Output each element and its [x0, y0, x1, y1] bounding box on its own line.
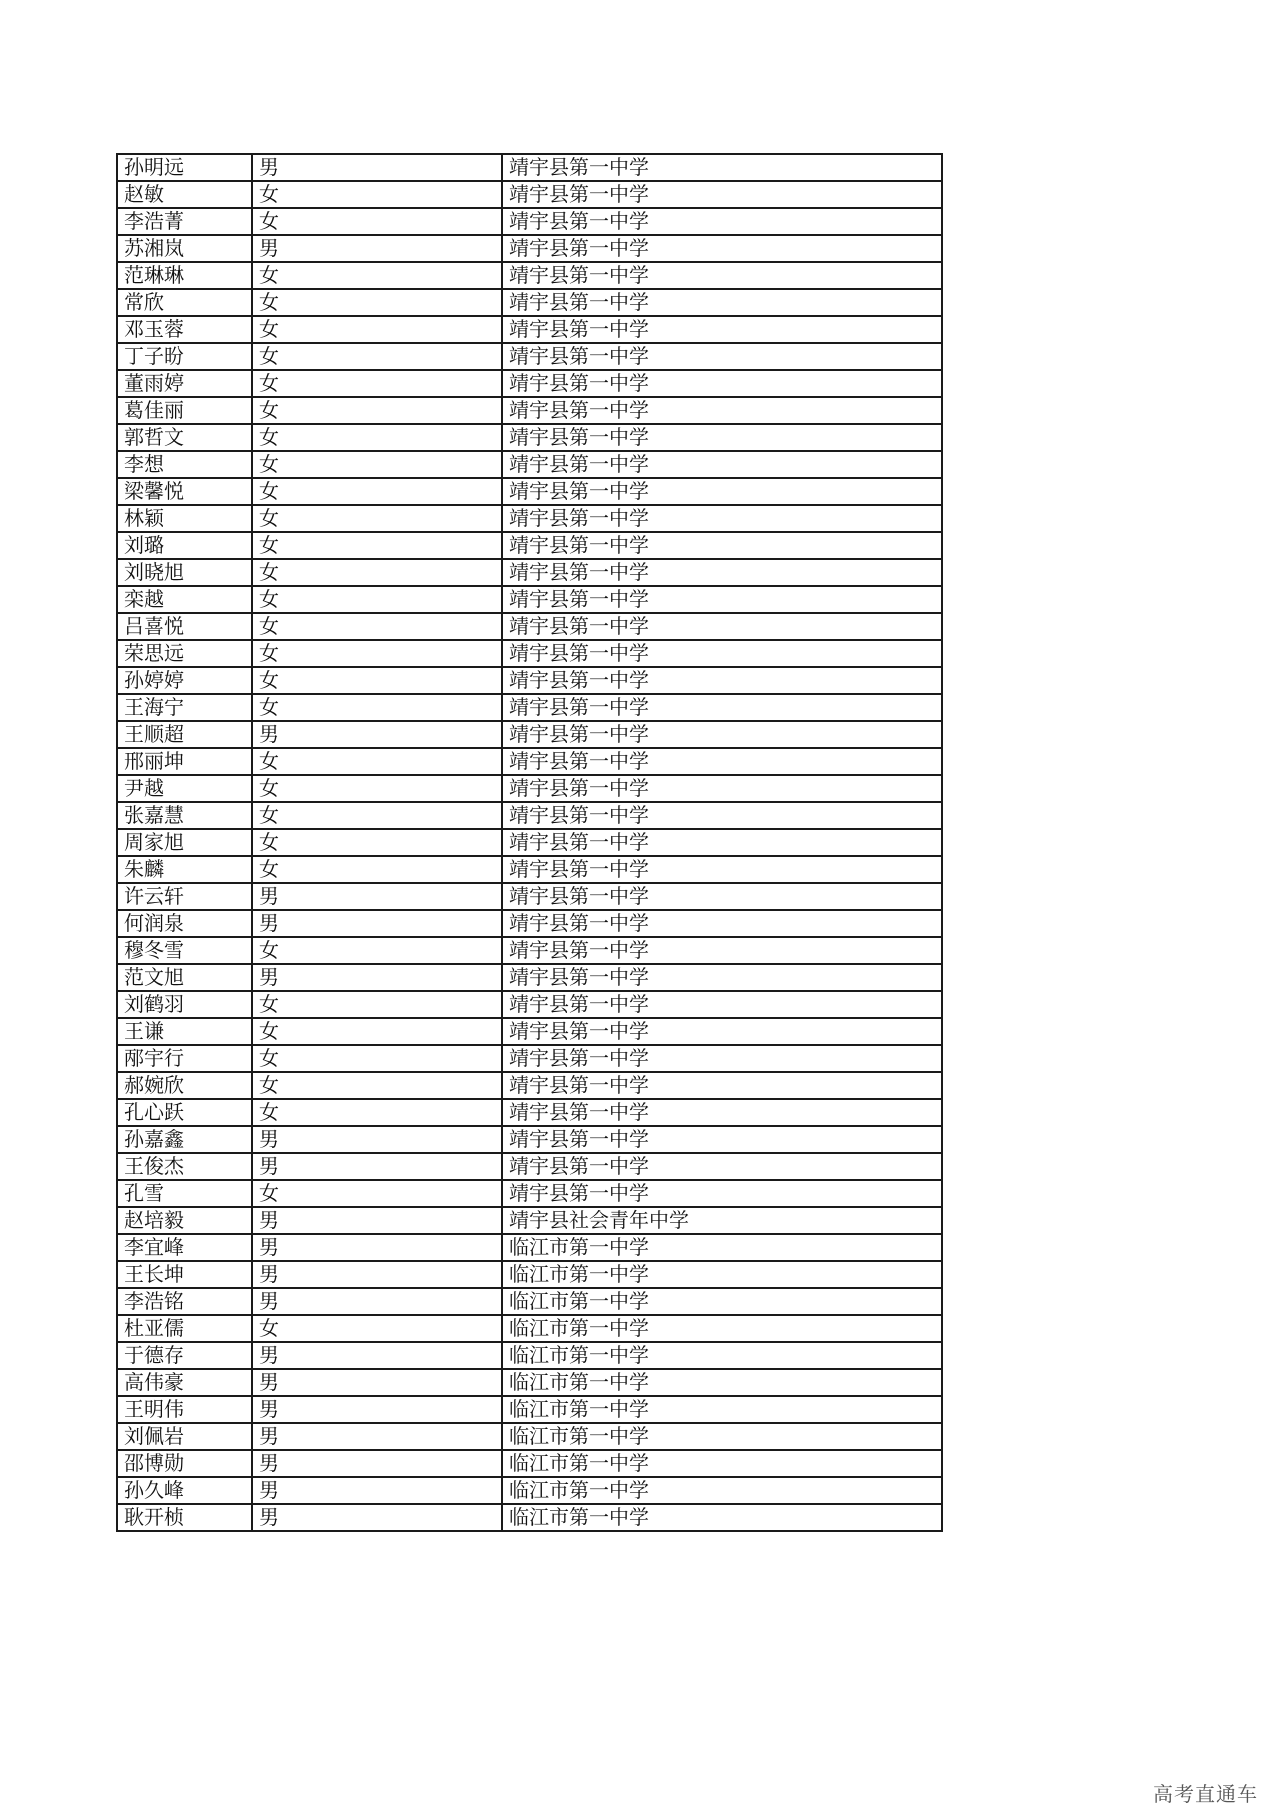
school-cell: 靖宇县第一中学	[502, 208, 942, 235]
table-row	[117, 1450, 942, 1477]
student-name-cell: 王谦	[117, 1018, 252, 1045]
school-cell: 临江市第一中学	[502, 1234, 942, 1261]
table-row	[117, 505, 942, 532]
school-cell: 临江市第一中学	[502, 1315, 942, 1342]
school-cell: 靖宇县第一中学	[502, 370, 942, 397]
school-cell: 临江市第一中学	[502, 1423, 942, 1450]
gender-cell: 女	[252, 694, 502, 721]
gender-cell: 女	[252, 316, 502, 343]
table-row	[117, 1315, 942, 1342]
school-cell: 靖宇县第一中学	[502, 1072, 942, 1099]
table-row	[117, 478, 942, 505]
table-row	[117, 667, 942, 694]
student-name-cell: 孙久峰	[117, 1477, 252, 1504]
student-name-cell: 常欣	[117, 289, 252, 316]
gender-cell: 女	[252, 559, 502, 586]
student-name-cell: 吕喜悦	[117, 613, 252, 640]
student-name-cell: 刘晓旭	[117, 559, 252, 586]
table-row	[117, 721, 942, 748]
table-row	[117, 613, 942, 640]
gender-cell: 男	[252, 1207, 502, 1234]
student-name-cell: 董雨婷	[117, 370, 252, 397]
student-name-cell: 刘璐	[117, 532, 252, 559]
student-name-cell: 丁子昐	[117, 343, 252, 370]
table-row	[117, 1126, 942, 1153]
gender-cell: 男	[252, 1450, 502, 1477]
table-row	[117, 1504, 942, 1531]
school-cell: 靖宇县第一中学	[502, 1180, 942, 1207]
table-row	[117, 208, 942, 235]
table-row	[117, 910, 942, 937]
student-name-cell: 梁馨悦	[117, 478, 252, 505]
table-row	[117, 451, 942, 478]
student-name-cell: 于德存	[117, 1342, 252, 1369]
table-body	[117, 154, 942, 1531]
student-name-cell: 朱麟	[117, 856, 252, 883]
school-cell: 临江市第一中学	[502, 1288, 942, 1315]
gender-cell: 女	[252, 748, 502, 775]
school-cell: 靖宇县第一中学	[502, 154, 942, 181]
table-row	[117, 1396, 942, 1423]
table-row	[117, 883, 942, 910]
student-name-cell: 王明伟	[117, 1396, 252, 1423]
student-name-cell: 杜亚儒	[117, 1315, 252, 1342]
table-row	[117, 775, 942, 802]
school-cell: 靖宇县第一中学	[502, 181, 942, 208]
gender-cell: 女	[252, 1018, 502, 1045]
student-name-cell: 范文旭	[117, 964, 252, 991]
school-cell: 靖宇县第一中学	[502, 1045, 942, 1072]
school-cell: 靖宇县第一中学	[502, 424, 942, 451]
student-name-cell: 邴宇行	[117, 1045, 252, 1072]
student-name-cell: 范琳琳	[117, 262, 252, 289]
school-cell: 靖宇县第一中学	[502, 1153, 942, 1180]
student-name-cell: 王俊杰	[117, 1153, 252, 1180]
table-row	[117, 1477, 942, 1504]
student-name-cell: 周家旭	[117, 829, 252, 856]
gender-cell: 女	[252, 1072, 502, 1099]
table-row	[117, 1180, 942, 1207]
school-cell: 靖宇县第一中学	[502, 478, 942, 505]
student-name-cell: 王长坤	[117, 1261, 252, 1288]
student-name-cell: 张嘉慧	[117, 802, 252, 829]
school-cell: 靖宇县第一中学	[502, 802, 942, 829]
student-name-cell: 邓玉蓉	[117, 316, 252, 343]
gender-cell: 女	[252, 397, 502, 424]
table-row	[117, 1099, 942, 1126]
gender-cell: 男	[252, 883, 502, 910]
school-cell: 靖宇县第一中学	[502, 829, 942, 856]
gender-cell: 女	[252, 478, 502, 505]
school-cell: 靖宇县第一中学	[502, 289, 942, 316]
table-row	[117, 154, 942, 181]
school-cell: 临江市第一中学	[502, 1396, 942, 1423]
student-name-cell: 孙婷婷	[117, 667, 252, 694]
table-row	[117, 289, 942, 316]
gender-cell: 女	[252, 991, 502, 1018]
gender-cell: 男	[252, 1153, 502, 1180]
gender-cell: 男	[252, 1261, 502, 1288]
table-row	[117, 181, 942, 208]
school-cell: 靖宇县第一中学	[502, 640, 942, 667]
table-row	[117, 316, 942, 343]
school-cell: 靖宇县第一中学	[502, 667, 942, 694]
school-cell: 靖宇县第一中学	[502, 748, 942, 775]
gender-cell: 男	[252, 1369, 502, 1396]
student-name-cell: 李浩铭	[117, 1288, 252, 1315]
student-name-cell: 李想	[117, 451, 252, 478]
gender-cell: 男	[252, 721, 502, 748]
gender-cell: 女	[252, 1045, 502, 1072]
school-cell: 靖宇县第一中学	[502, 991, 942, 1018]
gender-cell: 女	[252, 262, 502, 289]
table-row	[117, 397, 942, 424]
table-row	[117, 532, 942, 559]
student-name-cell: 孙明远	[117, 154, 252, 181]
student-name-cell: 耿开桢	[117, 1504, 252, 1531]
school-cell: 靖宇县第一中学	[502, 235, 942, 262]
student-name-cell: 孔雪	[117, 1180, 252, 1207]
gender-cell: 女	[252, 586, 502, 613]
school-cell: 临江市第一中学	[502, 1450, 942, 1477]
school-cell: 临江市第一中学	[502, 1477, 942, 1504]
gender-cell: 男	[252, 235, 502, 262]
student-name-cell: 李浩菁	[117, 208, 252, 235]
table-row	[117, 640, 942, 667]
gender-cell: 女	[252, 667, 502, 694]
school-cell: 靖宇县第一中学	[502, 586, 942, 613]
gender-cell: 女	[252, 289, 502, 316]
table-row	[117, 802, 942, 829]
gender-cell: 男	[252, 964, 502, 991]
student-list-table	[116, 153, 943, 1532]
table-row	[117, 262, 942, 289]
gender-cell: 女	[252, 937, 502, 964]
table-row	[117, 1045, 942, 1072]
table-row	[117, 856, 942, 883]
gender-cell: 男	[252, 154, 502, 181]
table-row	[117, 829, 942, 856]
student-name-cell: 刘鹤羽	[117, 991, 252, 1018]
school-cell: 靖宇县第一中学	[502, 343, 942, 370]
gender-cell: 男	[252, 1477, 502, 1504]
student-name-cell: 尹越	[117, 775, 252, 802]
student-name-cell: 高伟豪	[117, 1369, 252, 1396]
table-row	[117, 1207, 942, 1234]
gender-cell: 女	[252, 856, 502, 883]
school-cell: 靖宇县第一中学	[502, 451, 942, 478]
watermark: 高考直通车	[1153, 1782, 1258, 1806]
student-name-cell: 邢丽坤	[117, 748, 252, 775]
student-name-cell: 林颖	[117, 505, 252, 532]
table-row	[117, 586, 942, 613]
table-row	[117, 1261, 942, 1288]
gender-cell: 女	[252, 1315, 502, 1342]
gender-cell: 女	[252, 505, 502, 532]
student-name-cell: 苏湘岚	[117, 235, 252, 262]
table-row	[117, 937, 942, 964]
student-name-cell: 郝婉欣	[117, 1072, 252, 1099]
student-name-cell: 王海宁	[117, 694, 252, 721]
school-cell: 临江市第一中学	[502, 1369, 942, 1396]
student-name-cell: 邵博勋	[117, 1450, 252, 1477]
table-row	[117, 1072, 942, 1099]
school-cell: 靖宇县第一中学	[502, 694, 942, 721]
student-name-cell: 李宜峰	[117, 1234, 252, 1261]
gender-cell: 女	[252, 343, 502, 370]
gender-cell: 女	[252, 370, 502, 397]
table-row	[117, 235, 942, 262]
school-cell: 靖宇县第一中学	[502, 397, 942, 424]
school-cell: 靖宇县第一中学	[502, 883, 942, 910]
gender-cell: 男	[252, 1288, 502, 1315]
student-name-cell: 赵敏	[117, 181, 252, 208]
student-name-cell: 葛佳丽	[117, 397, 252, 424]
school-cell: 靖宇县第一中学	[502, 505, 942, 532]
gender-cell: 女	[252, 640, 502, 667]
table-row	[117, 559, 942, 586]
gender-cell: 男	[252, 1504, 502, 1531]
school-cell: 临江市第一中学	[502, 1261, 942, 1288]
school-cell: 靖宇县第一中学	[502, 721, 942, 748]
table-row	[117, 343, 942, 370]
table-row	[117, 694, 942, 721]
student-name-cell: 赵培毅	[117, 1207, 252, 1234]
table-row	[117, 991, 942, 1018]
school-cell: 靖宇县第一中学	[502, 964, 942, 991]
table-row	[117, 1369, 942, 1396]
school-cell: 靖宇县第一中学	[502, 316, 942, 343]
gender-cell: 男	[252, 1423, 502, 1450]
gender-cell: 女	[252, 829, 502, 856]
student-name-cell: 孔心跃	[117, 1099, 252, 1126]
student-name-cell: 何润泉	[117, 910, 252, 937]
school-cell: 靖宇县第一中学	[502, 856, 942, 883]
table-row	[117, 1234, 942, 1261]
student-name-cell: 栾越	[117, 586, 252, 613]
school-cell: 靖宇县第一中学	[502, 1018, 942, 1045]
school-cell: 靖宇县第一中学	[502, 937, 942, 964]
school-cell: 靖宇县第一中学	[502, 1126, 942, 1153]
school-cell: 靖宇县第一中学	[502, 910, 942, 937]
gender-cell: 女	[252, 775, 502, 802]
table-row	[117, 1342, 942, 1369]
gender-cell: 女	[252, 181, 502, 208]
student-name-cell: 孙嘉鑫	[117, 1126, 252, 1153]
gender-cell: 男	[252, 1234, 502, 1261]
gender-cell: 女	[252, 532, 502, 559]
student-name-cell: 王顺超	[117, 721, 252, 748]
gender-cell: 女	[252, 1099, 502, 1126]
table-row	[117, 1018, 942, 1045]
student-name-cell: 荣思远	[117, 640, 252, 667]
gender-cell: 男	[252, 1396, 502, 1423]
table-row	[117, 964, 942, 991]
student-name-cell: 刘佩岩	[117, 1423, 252, 1450]
student-name-cell: 穆冬雪	[117, 937, 252, 964]
school-cell: 临江市第一中学	[502, 1504, 942, 1531]
school-cell: 靖宇县第一中学	[502, 532, 942, 559]
table-row	[117, 1288, 942, 1315]
table-row	[117, 1153, 942, 1180]
table-row	[117, 424, 942, 451]
gender-cell: 女	[252, 424, 502, 451]
school-cell: 靖宇县第一中学	[502, 775, 942, 802]
gender-cell: 男	[252, 910, 502, 937]
school-cell: 临江市第一中学	[502, 1342, 942, 1369]
gender-cell: 女	[252, 1180, 502, 1207]
gender-cell: 女	[252, 802, 502, 829]
gender-cell: 女	[252, 451, 502, 478]
table-row	[117, 370, 942, 397]
gender-cell: 女	[252, 613, 502, 640]
student-name-cell: 许云轩	[117, 883, 252, 910]
school-cell: 靖宇县第一中学	[502, 262, 942, 289]
school-cell: 靖宇县第一中学	[502, 613, 942, 640]
gender-cell: 男	[252, 1126, 502, 1153]
table-row	[117, 1423, 942, 1450]
school-cell: 靖宇县第一中学	[502, 1099, 942, 1126]
table-row	[117, 748, 942, 775]
school-cell: 靖宇县第一中学	[502, 559, 942, 586]
gender-cell: 男	[252, 1342, 502, 1369]
gender-cell: 女	[252, 208, 502, 235]
student-name-cell: 郭哲文	[117, 424, 252, 451]
school-cell: 靖宇县社会青年中学	[502, 1207, 942, 1234]
